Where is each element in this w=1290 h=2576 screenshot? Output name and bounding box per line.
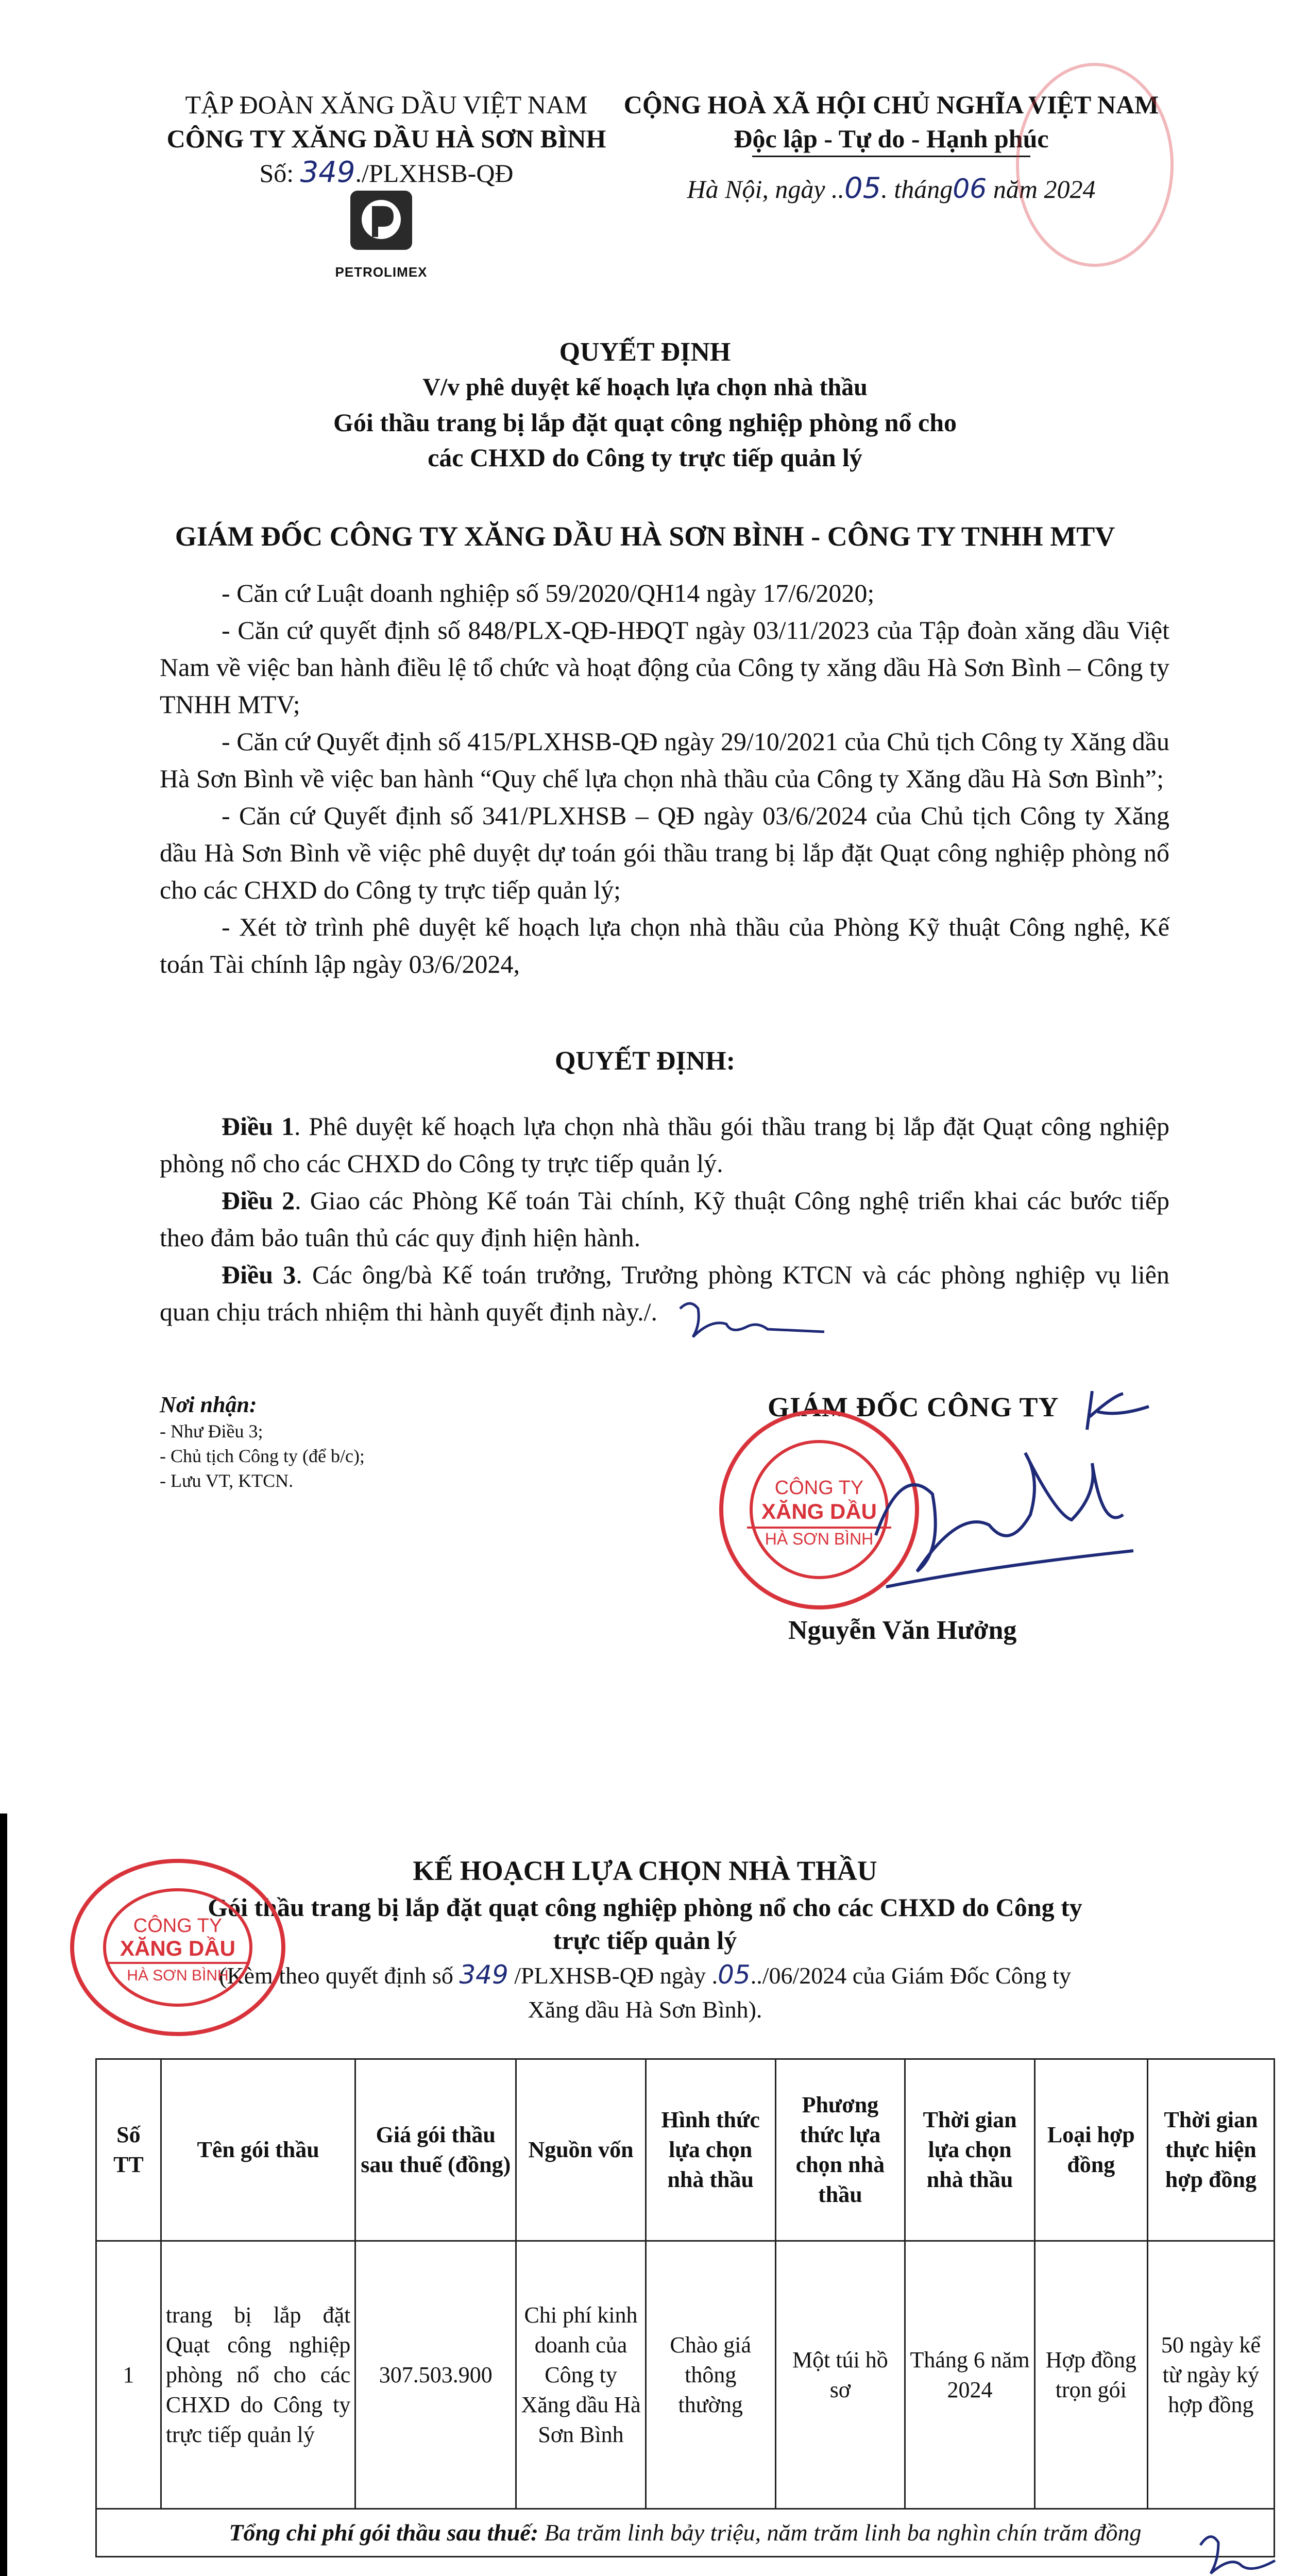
petrolimex-logo	[330, 191, 433, 280]
header-cell: Hình thức lựa chọn nhà thầu	[646, 2059, 775, 2241]
table-cell: Chi phí kinh doanh của Công ty Xăng dầu Hà Sơn Bình	[516, 2241, 646, 2509]
plan-reference: (Kèm theo quyết định số 349 /PLXHSB-QĐ ngày .05../06/2024 của Giám Đốc Công ty Xăng dầu Hà Sơn Bình).	[219, 1960, 1071, 2023]
header-cell: Loại hợp đồng	[1034, 2059, 1147, 2241]
motto-underline	[752, 156, 1030, 157]
stamp-line-2: XĂNG DẦU	[120, 1936, 236, 1960]
decides-title: QUYẾT ĐỊNH:	[554, 1046, 736, 1076]
article-1: Điều 1. Phê duyệt kế hoạch lựa chọn nhà thầu gói thầu trang bị lắp đặt Quạt công nghiệp phòng nổ cho các CHXD do Công ty trực tiếp quản lý.	[160, 1112, 1170, 1178]
decision-subject-2: Gói thầu trang bị lắp đặt quạt công nghiệp phòng nổ cho	[333, 408, 957, 437]
table-cell: 50 ngày kể từ ngày ký hợp đồng	[1147, 2241, 1274, 2509]
header-cell: Tên gói thầu	[161, 2059, 355, 2241]
header-cell: Nguồn vốn	[516, 2059, 646, 2241]
plan-title: KẾ HOẠCH LỰA CHỌN NHÀ THẦU	[413, 1855, 877, 1886]
recipients-title: Nơi nhận:	[160, 1392, 257, 1417]
recipients-block	[160, 1391, 623, 1493]
logo-text: PETROLIMEX	[335, 264, 428, 280]
decision-articles	[160, 1108, 1169, 1330]
org-header	[129, 88, 644, 190]
nation-motto: Độc lập - Tự do - Hạnh phúc	[734, 124, 1049, 153]
ground-item: - Căn cứ quyết định số 848/PLX-QĐ-HĐQT ngày 03/11/2023 của Tập đoàn xăng dầu Việt Nam về việc ban hành điều lệ tổ chức và hoạt động của Công ty xăng dầu Hà Sơn Bình – Công ty TNHH MTV;	[160, 616, 1169, 719]
recipient-item: - Chủ tịch Công ty (để b/c);	[160, 1446, 365, 1466]
ground-item: - Căn cứ Luật doanh nghiệp số 59/2020/QH14 ngày 17/6/2020;	[222, 579, 875, 607]
director-signature-icon	[855, 1432, 1144, 1602]
ground-item: - Căn cứ Quyết định số 341/PLXHSB – QĐ ngày 03/6/2024 của Chủ tịch Công ty Xăng dầu Hà Sơn Bình về việc phê duyệt dự toán gói thầu trang bị lắp đặt Quạt công nghiệp phòng nổ cho các CHXD do Công ty trực tiếp quản lý;	[160, 801, 1169, 904]
table-total-row	[96, 2509, 1275, 2557]
header-cell: Phương thức lựa chọn nhà thầu	[775, 2059, 905, 2241]
page-initials-icon	[1190, 2524, 1283, 2576]
signer-mark-icon	[1077, 1381, 1154, 1437]
decision-title: QUYẾT ĐỊNH	[559, 337, 731, 367]
doc-number-handwritten: 349	[300, 156, 355, 189]
faint-stamp-icon	[1010, 57, 1180, 273]
article-2: Điều 2. Giao các Phòng Kế toán Tài chính, Kỹ thuật Công nghệ triển khai các bước tiếp theo đảm bảo tuân thủ các quy định hiện hành.	[160, 1186, 1170, 1252]
signer-title: GIÁM ĐỐC CÔNG TY	[768, 1392, 1059, 1422]
table-cell: Tháng 6 năm 2024	[905, 2241, 1035, 2509]
table-header-row	[96, 2059, 1275, 2241]
table-cell: 1	[96, 2241, 161, 2509]
table-cell: trang bị lắp đặt Quạt công nghiệp phòng nổ cho các CHXD do Công ty trực tiếp quản lý	[161, 2241, 355, 2509]
issue-date: Hà Nội, ngày ..05. tháng06 năm 2024	[687, 172, 1096, 205]
table-cell: 307.503.900	[355, 2241, 516, 2509]
table-cell: Một túi hồ sơ	[775, 2241, 905, 2509]
ground-item: - Căn cứ Quyết định số 415/PLXHSB-QĐ ngày 29/10/2021 của Chủ tịch Công ty Xăng dầu Hà Sơn Bình về việc ban hành “Quy chế lựa chọn nhà thầu của Công ty Xăng dầu Hà Sơn Bình”;	[160, 727, 1169, 793]
stamp-line-3: HÀ SƠN BÌNH	[765, 1530, 874, 1548]
decision-title-block	[0, 335, 1290, 475]
stamp-line-2: XĂNG DẦU	[761, 1499, 877, 1523]
signer-name: Nguyễn Văn Hưởng	[788, 1616, 1017, 1645]
header-cell: Thời gian thực hiện hợp đồng	[1147, 2059, 1274, 2241]
ground-item: - Xét tờ trình phê duyệt kế hoạch lựa chọn nhà thầu của Phòng Kỹ thuật Công nghệ, Kế toán Tài chính lập ngày 03/6/2024,	[160, 912, 1169, 978]
org-name: CÔNG TY XĂNG DẦU HÀ SƠN BÌNH	[166, 124, 606, 153]
table-cell: Chào giá thông thường	[646, 2241, 775, 2509]
decision-issuer: GIÁM ĐỐC CÔNG TY XĂNG DẦU HÀ SƠN BÌNH - CÔNG TY TNHH MTV	[175, 521, 1115, 552]
table-cell: Hợp đồng trọn gói	[1034, 2241, 1147, 2509]
article-3: Điều 3. Các ông/bà Kế toán trưởng, Trưởng phòng KTCN và các phòng nghiệp vụ liên quan chịu trách nhiệm thi hành quyết định này./.	[160, 1260, 1170, 1326]
plan-stamp-icon	[64, 1855, 291, 2040]
header-cell: Thời gian lựa chọn nhà thầu	[905, 2059, 1035, 2241]
page-separator	[0, 1798, 1290, 1814]
stamp-line-1: CÔNG TY	[133, 1915, 223, 1937]
initials-signature-icon	[670, 1288, 835, 1350]
stamp-line-3: HÀ SƠN BÌNH	[127, 1967, 229, 1984]
recipient-item: - Lưu VT, KTCN.	[160, 1470, 294, 1491]
stamp-line-1: CÔNG TY	[774, 1477, 864, 1499]
plan-subtitle: Gói thầu trang bị lắp đặt quạt công nghiệp phòng nổ cho các CHXD do Công ty trực tiếp quản lý	[208, 1893, 1082, 1955]
decision-subject-1: V/v phê duyệt kế hoạch lựa chọn nhà thầu	[422, 374, 868, 401]
decision-grounds	[160, 574, 1169, 982]
doc-number: Số: 349./PLXHSB-QĐ	[259, 156, 514, 189]
header-cell: Giá gói thầu sau thuế (đồng)	[355, 2059, 516, 2241]
total-cell: Tổng chi phí gói thầu sau thuế: Ba trăm linh bảy triệu, năm trăm linh ba nghìn chín trăm đồng	[96, 2509, 1275, 2557]
decision-subject-3: các CHXD do Công ty trực tiếp quản lý	[428, 443, 862, 472]
nation-name: CỘNG HOÀ XÃ HỘI CHỦ NGHĨA VIỆT NAM	[623, 90, 1159, 119]
recipient-item: - Như Điều 3;	[160, 1421, 263, 1442]
org-parent: TẬP ĐOÀN XĂNG DẦU VIỆT NAM	[185, 90, 588, 119]
petrolimex-logo-icon	[330, 191, 433, 273]
plan-table	[95, 2058, 1275, 2557]
table-row	[96, 2241, 1275, 2509]
header-cell: Số TT	[96, 2059, 161, 2241]
